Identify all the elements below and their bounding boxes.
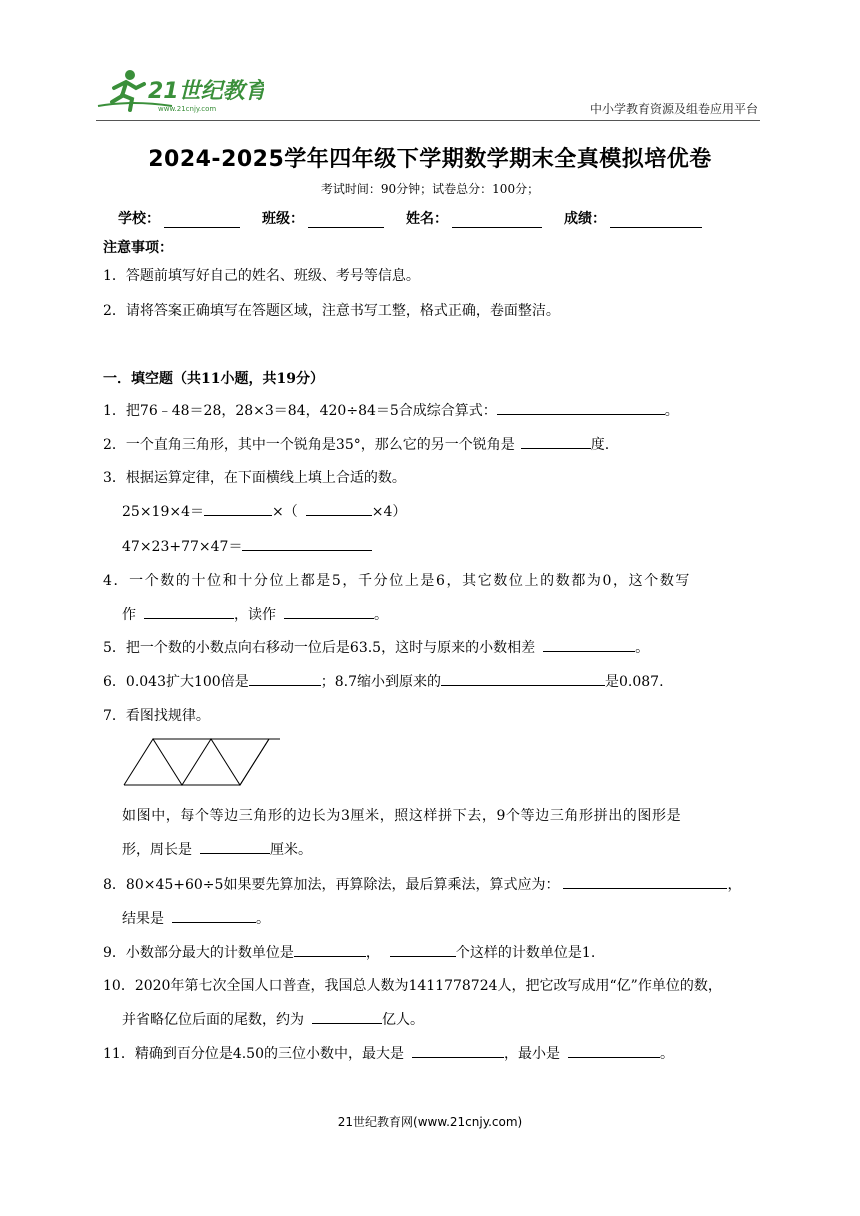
name-label: 姓名： <box>406 211 448 227</box>
answer-blank[interactable] <box>200 840 270 854</box>
svg-text:www.21cnjy.com: www.21cnjy.com <box>158 105 217 113</box>
question-10: 10．2020年第七次全国人口普查，我国总人数为1411778724人，把它改写成用“亿”作单位的数， <box>103 978 722 994</box>
class-input[interactable] <box>308 212 384 228</box>
notice-item-1: 1．答题前填写好自己的姓名、班级、考号等信息。 <box>103 268 420 284</box>
triangles-figure <box>122 737 282 787</box>
question-4: 4．一个数的十位和十分位上都是5，千分位上是6，其它数位上的数都为0，这个数写 <box>103 573 692 589</box>
question-3: 3．根据运算定律，在下面横线上填上合适的数。 <box>103 470 406 486</box>
question-11: 11．精确到百分位是4.50的三位小数中，最大是 ，最小是 。 <box>103 1046 674 1062</box>
answer-blank[interactable] <box>294 943 366 957</box>
student-info-row <box>118 208 724 228</box>
question-10-line-2: 并省略亿位后面的尾数，约为 亿人。 <box>122 1012 424 1028</box>
answer-blank[interactable] <box>497 401 665 415</box>
question-1: 1．把76﹣48＝28，28×3＝84，420÷84＝5合成综合算式： 。 <box>103 403 679 419</box>
name-field <box>406 208 542 228</box>
question-7: 7．看图找规律。 <box>103 708 210 724</box>
question-8-line-2: 结果是 。 <box>122 911 270 927</box>
platform-label: 中小学教育资源及组卷应用平台 <box>589 102 758 116</box>
question-3-line-2: 47×23+77×47＝ <box>122 536 372 556</box>
school-field <box>118 208 240 228</box>
question-2: 2．一个直角三角形，其中一个锐角是35°，那么它的另一个锐角是 度. <box>103 437 610 453</box>
answer-blank[interactable] <box>441 672 605 686</box>
answer-blank[interactable] <box>568 1044 660 1058</box>
exam-subtitle: 考试时间：90分钟；试卷总分：100分； <box>320 182 540 196</box>
answer-blank[interactable] <box>172 909 256 923</box>
score-field <box>564 208 702 228</box>
name-input[interactable] <box>452 212 542 228</box>
answer-blank[interactable] <box>144 605 234 619</box>
answer-blank[interactable] <box>521 435 591 449</box>
answer-blank[interactable] <box>204 502 272 516</box>
notice-title: 注意事项： <box>103 240 173 256</box>
svg-text:21世纪教育: 21世纪教育 <box>148 79 264 104</box>
score-label: 成绩： <box>564 211 606 227</box>
page-footer: 21世纪教育网(www.21cnjy.com) <box>337 1115 523 1129</box>
question-5: 5．把一个数的小数点向右移动一位后是63.5，这时与原来的小数相差 。 <box>103 640 650 656</box>
school-input[interactable] <box>164 212 240 228</box>
site-logo <box>92 66 264 114</box>
school-label: 学校： <box>118 211 160 227</box>
answer-blank[interactable] <box>412 1044 504 1058</box>
answer-blank[interactable] <box>390 943 456 957</box>
score-input[interactable] <box>610 212 702 228</box>
question-3-line-1: 25×19×4＝ ×（ ×4） <box>122 504 407 520</box>
class-label: 班级： <box>262 211 304 227</box>
answer-blank[interactable] <box>563 875 727 889</box>
answer-blank[interactable] <box>242 537 372 551</box>
class-field <box>262 208 384 228</box>
answer-blank[interactable] <box>306 502 372 516</box>
header-divider <box>96 120 760 121</box>
exam-title: 2024-2025学年四年级下学期数学期末全真模拟培优卷 <box>148 147 712 172</box>
question-7-line-2: 形，周长是 厘米。 <box>122 842 312 858</box>
answer-blank[interactable] <box>312 1010 382 1024</box>
question-9: 9．小数部分最大的计数单位是 ， 个这样的计数单位是1. <box>103 945 596 961</box>
question-8: 8．80×45+60÷5如果要先算加法，再算除法，最后算乘法，算式应为： ， <box>103 877 742 893</box>
notice-item-2: 2．请将答案正确填写在答题区域，注意书写工整，格式正确，卷面整洁。 <box>103 303 560 319</box>
answer-blank[interactable] <box>543 638 635 652</box>
question-6: 6．0.043扩大100倍是 ；8.7缩小到原来的 是0.087. <box>103 674 664 690</box>
answer-blank[interactable] <box>249 672 321 686</box>
question-4-line-2: 作 ，读作 。 <box>122 607 388 623</box>
section-heading: 一．填空题（共11小题，共19分） <box>103 371 324 387</box>
answer-blank[interactable] <box>284 605 374 619</box>
question-7-line-1: 如图中，每个等边三角形的边长为3厘米，照这样拼下去，9个等边三角形拼出的图形是 <box>122 808 682 824</box>
